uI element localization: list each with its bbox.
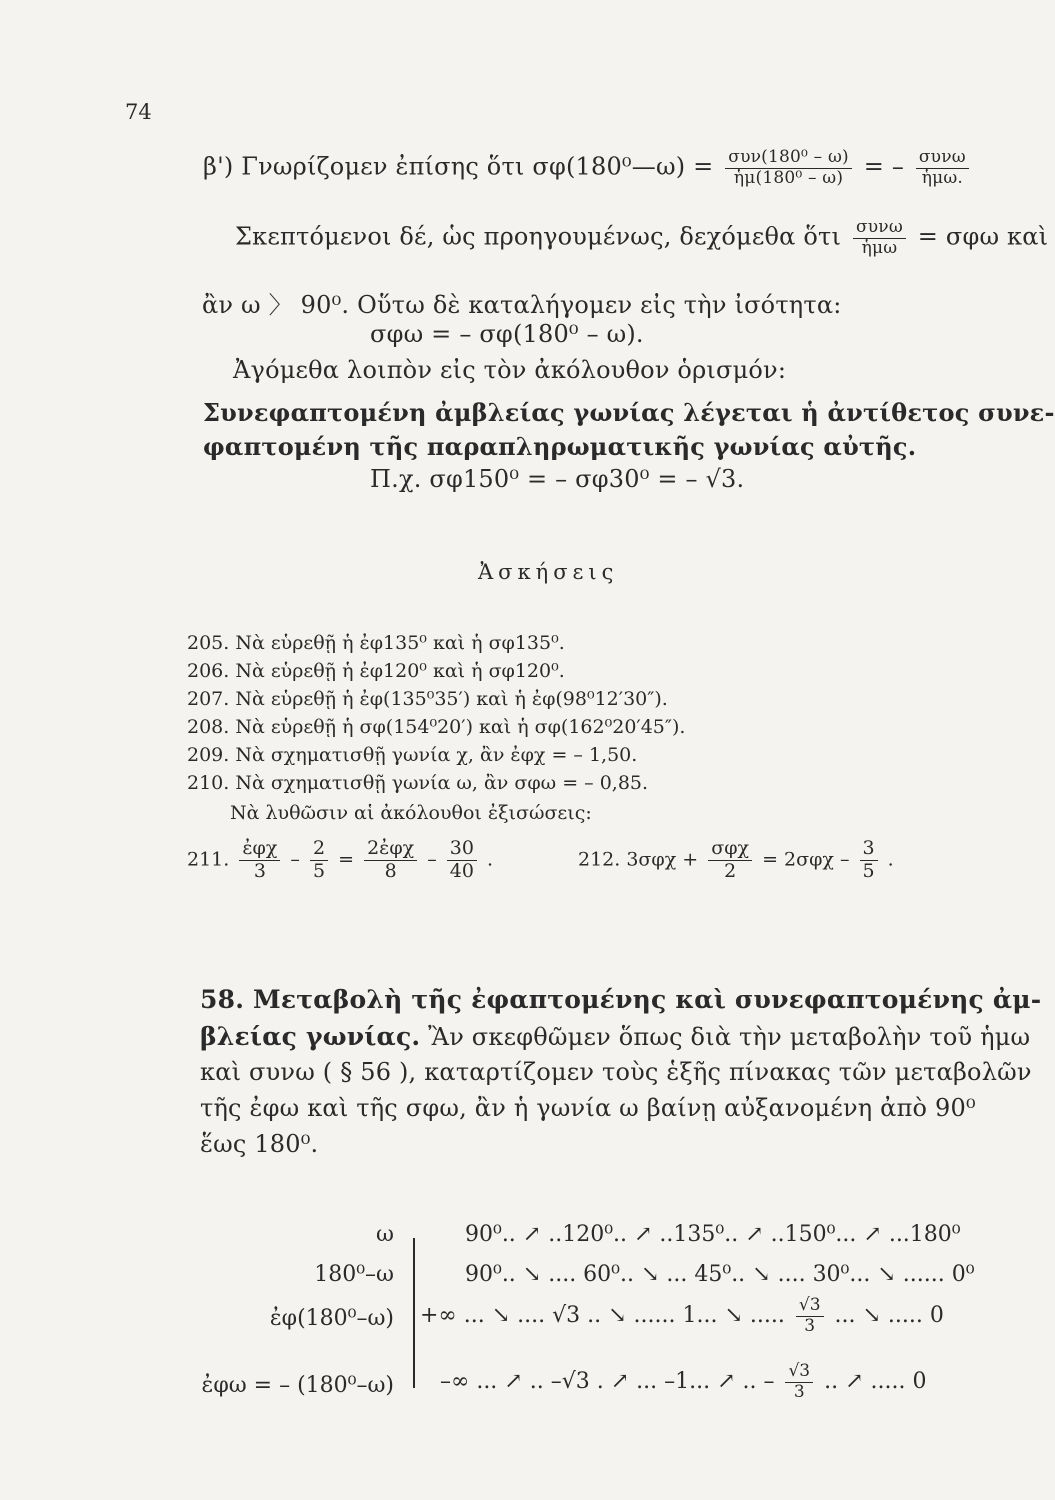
definition-lead: Ἀγόμεθα λοιπὸν εἰς τὸν ἀκόλουθον ὁρισμόν: [233,356,787,384]
part-b-intro: β') Γνωρίζομεν ἐπίσης ὅτι σφ(180⁰—ω) = [203,152,714,181]
table-row-values: 90⁰.. ↘ .... 60⁰.. ↘ ... 45⁰.. ↘ .... 30⁰... ↘ ...... 0⁰ [465,1262,975,1287]
exercise-item: 206. Νὰ εὑρεθῇ ἡ ἐφ120⁰ καὶ ἡ σφ120⁰. [187,660,565,682]
fraction-numerator: ἐφχ [239,838,280,861]
definition-line-2: φαπτομένη τῆς παραπληρωματικῆς γωνίας αὐτῆς. [203,432,917,461]
thinking-text: Σκεπτόμενοι δέ, ὡς προηγουμένως, δεχόμεθα ὅτι [235,222,842,251]
eq212-fraction-1 [708,838,752,883]
fraction-denominator: 5 [862,859,875,882]
eq212-end: . [887,848,894,871]
section-line-2 [200,1022,1030,1051]
table-row-values [420,1296,944,1336]
part-b-fraction-2 [916,148,969,188]
section-heading-tail: βλείας γωνίας. [200,1022,421,1051]
fraction-numerator: σφχ [708,838,752,861]
fraction-denominator: 5 [312,859,326,882]
table-fraction [785,1362,813,1402]
eq211-fraction-4 [447,838,477,883]
exercise-item: 210. Νὰ σχηματισθῇ γωνία ω, ἂν σφω = – 0,85. [187,772,649,794]
fraction-denominator: 3 [253,859,266,882]
section-heading-line-1: 58. Μεταβολὴ τῆς ἐφαπτομένης καὶ συνεφαπτομένης ἀμ- [200,985,1042,1014]
fraction-denominator: 3 [793,1381,805,1402]
exercises-title: Ἀσκήσεις [478,560,619,584]
eq211-minus-2: – [427,848,437,871]
table-values-b: ... ↘ ..... 0 [834,1303,944,1329]
fraction-numerator: συν(180⁰ – ω) [725,148,852,169]
fraction-denominator: ἡμω [861,237,898,258]
eq211-fraction-3 [364,838,417,883]
definition-line-1: Συνεφαπτομένη ἀμβλείας γωνίας λέγεται ἡ ἀντίθετος συνε- [203,398,1055,427]
eq212-label: 212. 3σφχ + [578,848,699,871]
equation-211 [187,838,493,883]
thinking-tail: = σφω καὶ [917,222,1049,251]
eq212-mid: = 2σφχ – [762,848,850,871]
example-line: Π.χ. σφ150⁰ = – σφ30⁰ = – √3. [370,465,745,493]
exercise-item: 208. Νὰ εὑρεθῇ ἡ σφ(154⁰20′) καὶ ἡ σφ(162⁰20′45″). [187,716,686,738]
eq211-fraction-2 [310,838,328,883]
fraction-denominator: ἡμω. [921,167,963,188]
fraction-denominator: 40 [449,859,474,882]
part-b-fraction-1 [725,148,852,188]
section-line-3: καὶ συνω ( § 56 ), καταρτίζομεν τοὺς ἑξῆς πίνακας τῶν μεταβολῶν [200,1058,1032,1086]
fraction-numerator: √3 [796,1296,824,1317]
eq211-end: . [487,848,494,871]
eq211-equals: = [338,848,355,871]
exercise-item: 209. Νὰ σχηματισθῇ γωνία χ, ἂν ἐφχ = – 1,50. [187,744,638,766]
fraction-numerator: 2 [310,838,328,861]
fraction-numerator: √3 [785,1362,813,1383]
eq211-label: 211. [187,848,230,871]
section-line-5: ἕως 180⁰. [200,1130,319,1158]
part-b-line [203,148,973,188]
line-if: ἂν ω 〉 90⁰. Οὕτω δὲ καταλήγομεν εἰς τὴν ἰσότητα: [202,291,842,319]
table-brace [413,1238,415,1388]
table-row-values: 90⁰.. ↗ ..120⁰.. ↗ ..135⁰.. ↗ ..150⁰... ↗ ...180⁰ [465,1222,961,1247]
eq211-minus-1: – [290,848,300,871]
table-values-a: +∞ ... ↘ .... √3 .. ↘ ...... 1... ↘ ..... [420,1303,785,1329]
fraction-numerator: 2ἐφχ [364,838,417,861]
table-values-b: .. ↗ ..... 0 [824,1369,927,1395]
fraction-denominator: ἡμ(180⁰ – ω) [733,167,844,188]
exercise-item: 205. Νὰ εὑρεθῇ ἡ ἐφ135⁰ καὶ ἡ σφ135⁰. [187,632,565,654]
table-row-label: ἐφω = – (180⁰–ω) [201,1373,394,1398]
section-line-4: τῆς ἐφω καὶ τῆς σφω, ἂν ἡ γωνία ω βαίνῃ αὐξανομένη ἀπὸ 90⁰ [200,1094,976,1122]
fraction-denominator: 3 [804,1315,816,1336]
table-row-label: ω [376,1222,394,1247]
table-row-label: 180⁰–ω [314,1262,394,1287]
fraction-numerator: 30 [447,838,477,861]
exercise-item: 207. Νὰ εὑρεθῇ ἡ ἐφ(135⁰35′) καὶ ἡ ἐφ(98⁰12′30″). [187,688,668,710]
table-values-a: –∞ ... ↗ .. –√3 . ↗ ... –1... ↗ .. – [440,1369,775,1395]
eq212-fraction-2 [860,838,878,883]
thinking-line [235,218,1048,258]
fraction-denominator: 8 [384,859,397,882]
fraction-denominator: 2 [724,859,737,882]
table-fraction [796,1296,824,1336]
section-line-2-text: Ἂν σκεφθῶμεν ὅπως διὰ τὴν μεταβολὴν τοῦ ἡμω [420,1023,1031,1051]
thinking-fraction [853,218,906,258]
eq211-fraction-1 [239,838,280,883]
equation-212 [578,838,894,883]
page-number: 74 [125,100,152,124]
fraction-numerator: συνω [853,218,906,239]
table-row-values [440,1362,927,1402]
fraction-numerator: συνω [916,148,969,169]
fraction-numerator: 3 [860,838,878,861]
table-row-label: ἐφ(180⁰–ω) [269,1306,394,1331]
identity-equation: σφω = – σφ(180⁰ – ω). [370,320,644,348]
part-b-eq-minus: = – [863,152,905,181]
equations-lead: Νὰ λυθῶσιν αἱ ἀκόλουθοι ἐξισώσεις: [230,802,592,824]
